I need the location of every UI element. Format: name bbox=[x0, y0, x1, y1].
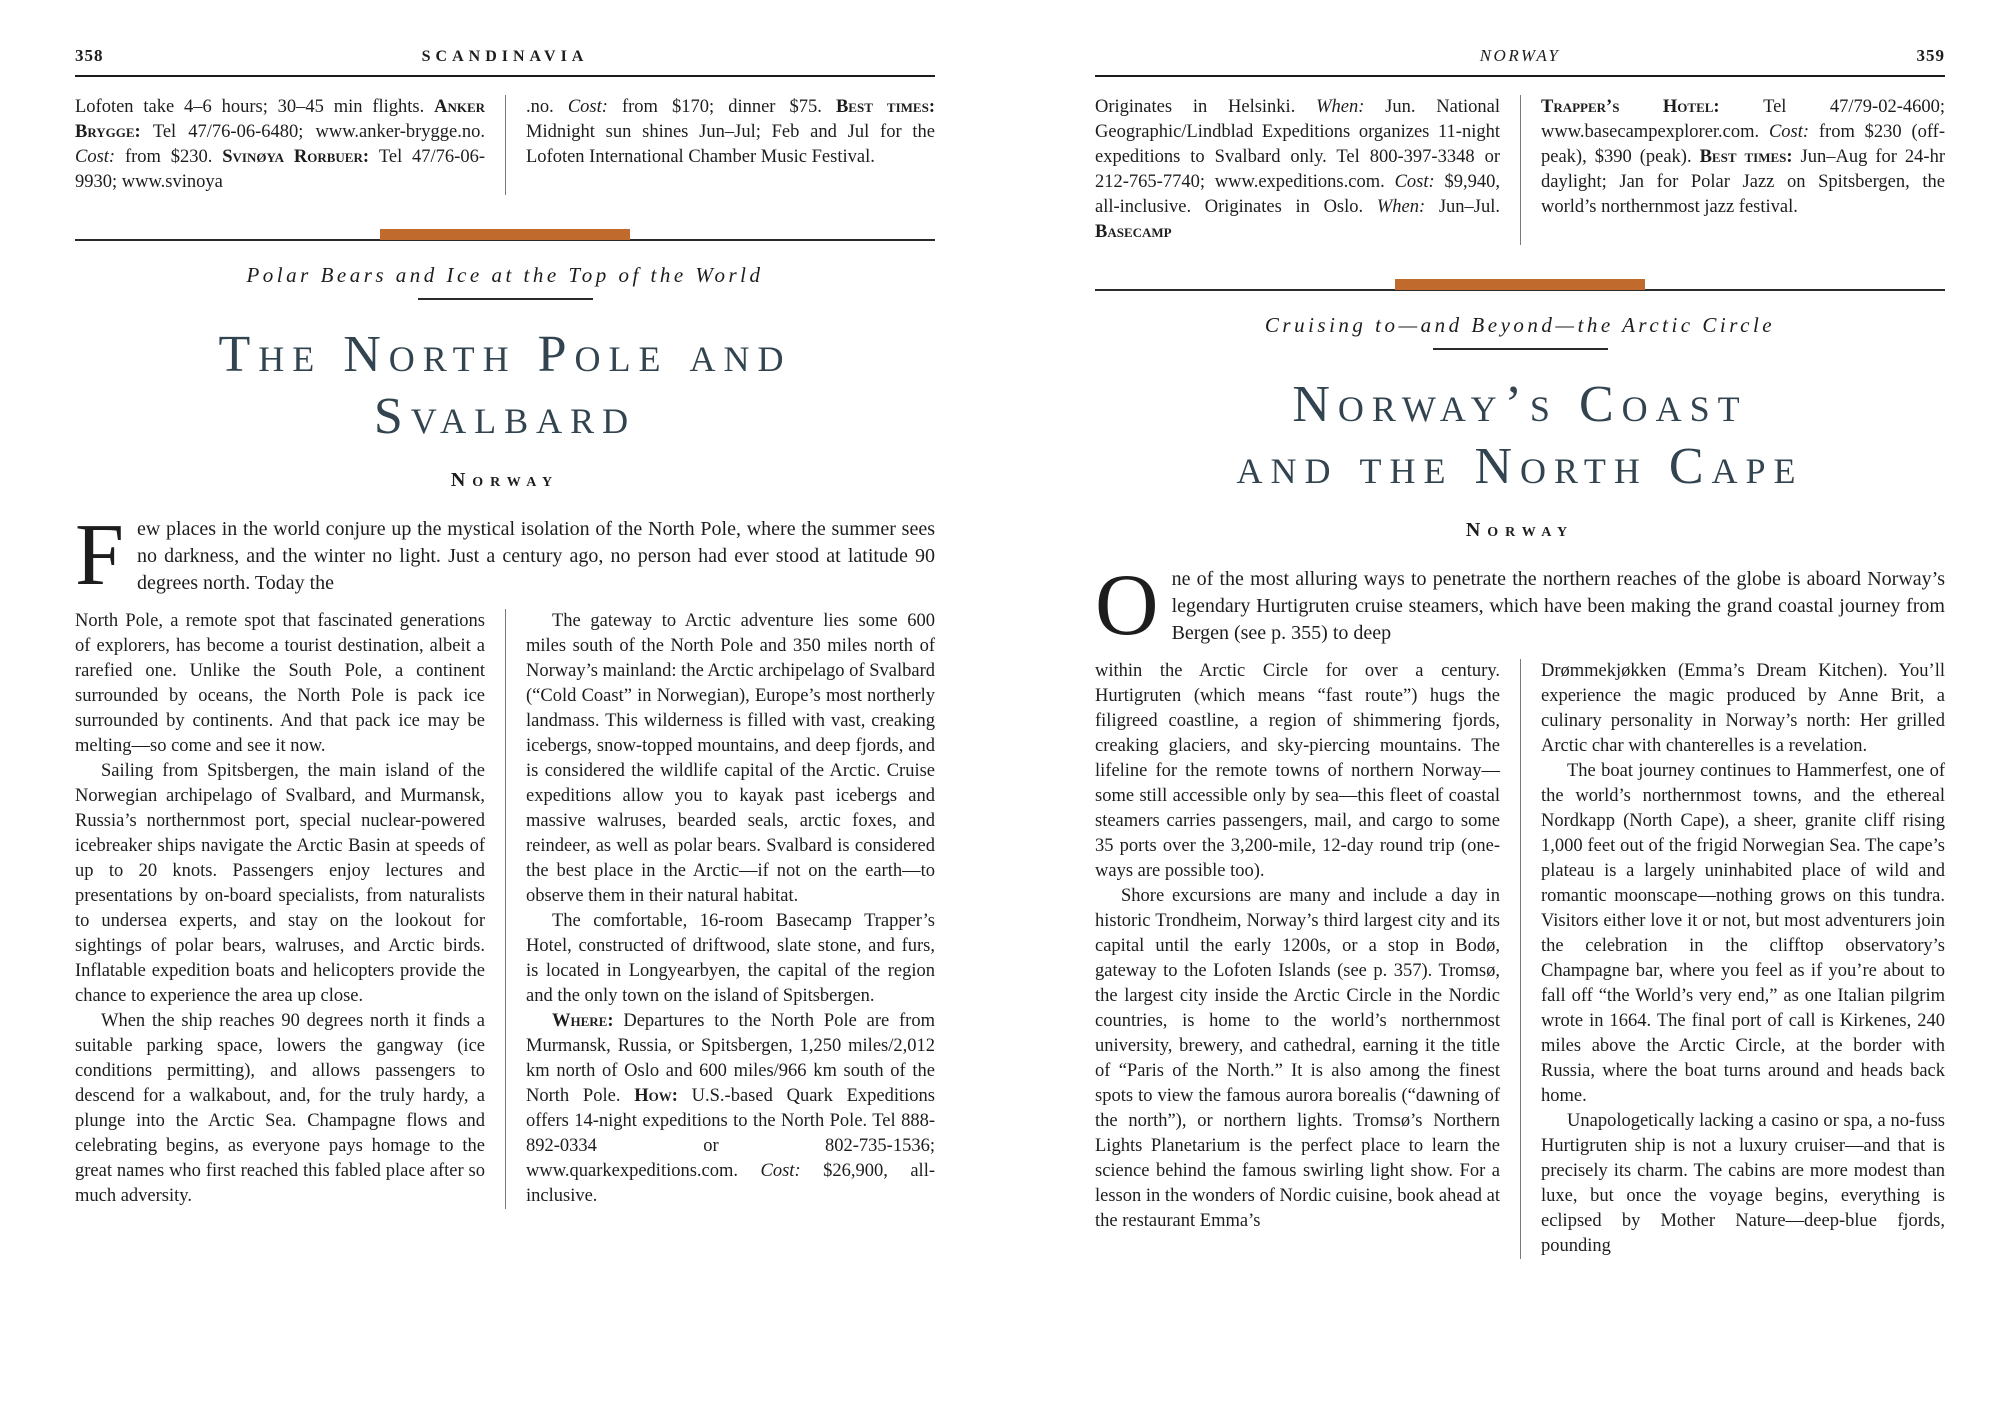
run-italic: Cost: bbox=[1394, 172, 1445, 192]
article-lede-right bbox=[1095, 566, 1945, 647]
paragraph bbox=[526, 1009, 935, 1209]
run-plain: Jun. National Geographic/Lindblad Expeditions organizes 11-night expeditions to Svalbard only. Tel 800-397-3348 or 212-765-7740; www.expeditions.com. bbox=[1095, 97, 1500, 192]
run-plain: Tel 47/79-02-4600; www.basecampexplorer.com. bbox=[1541, 97, 1945, 142]
running-head-right: NORWAY bbox=[1479, 46, 1561, 65]
paragraph bbox=[1095, 884, 1500, 1234]
run-italic: Cost: bbox=[1768, 122, 1819, 142]
run-plain: from $230 (off-peak), $390 (peak). bbox=[1541, 122, 1946, 167]
run-plain: Sailing from Spitsbergen, the main island of the Norwegian archipelago of Svalbard, and Murmansk, Russia’s northernmost port, special nuclear-powered icebreaker ships navigate the Arctic Basin at speeds of up to 20 knots. Passengers enjoy lectures and presentations by on-board specialists, from naturalists to undersea experts, and stay on the lookout for sightings of polar bears, walruses, and Arctic birds. Inflatable expedition boats and helicopters provide the chance to experience the area up close. bbox=[75, 760, 485, 1006]
run-plain: $9,940, all-inclusive. Originates in Oslo. bbox=[1095, 172, 1501, 217]
run-plain: .no. bbox=[526, 97, 568, 117]
run-plain: Tel 47/76-06-6480; www.anker-brygge.no. bbox=[152, 122, 485, 142]
run-bold-smallcaps: How: bbox=[634, 1085, 692, 1106]
article-title-right bbox=[1095, 374, 1945, 499]
run-plain: Lofoten take 4–6 hours; 30–45 min flights. bbox=[75, 97, 435, 117]
run-plain: $26,900, all-inclusive. bbox=[526, 1160, 936, 1206]
page-header-left bbox=[75, 46, 935, 77]
paragraph bbox=[1541, 659, 1945, 759]
continuation-col-2 bbox=[505, 95, 935, 195]
run-plain: The boat journey continues to Hammerfest, one of the world’s northernmost towns, and the ethereal Nordkapp (North Cape), a sheer, granite cliff rising 1,000 feet out of the frigid Norwegian Sea. The cape’s plateau is a largely uninhabited place of wild and romantic moonscape—nothing grows on this tundra. Visitors either love it or not, but most adventurers join the celebration in the clifftop observatory’s Champagne bar, where you feel as if you’re about to fall off “the World’s very end,” as one Italian pilgrim wrote in 1664. The final port of call is Kirkenes, 240 miles above the Arctic Circle, at the border with Russia, where the boat turns around and heads back home. bbox=[1541, 760, 1945, 1106]
continuation-section-right bbox=[1095, 95, 1945, 245]
article-kicker-left: Polar Bears and Ice at the Top of the World bbox=[246, 263, 764, 287]
page-header-right bbox=[1095, 46, 1945, 77]
run-plain: from $170; dinner $75. bbox=[621, 97, 836, 117]
run-plain: Shore excursions are many and include a day in historic Trondheim, Norway’s third largest city and its capital until the early 1200s, or a stop in Bodø, gateway to the Lofoten Islands (see p. 357). Tromsø, the largest city inside the Arctic Circle in the Nordic countries, is home to the world’s northernmost university, brewery, and cathedral, earning it the title of “Paris of the North.” It is also among the finest spots to view the famous aurora borealis (“dawning of the north”), or northern lights. Tromsø’s Northern Lights Planetarium is the perfect place to learn the science behind the famous swirling light show. For a lesson in the wonders of Nordic cuisine, book ahead at the restaurant Emma’s bbox=[1095, 885, 1500, 1231]
title-line-1: The North Pole and bbox=[218, 326, 792, 383]
run-italic: Cost: bbox=[567, 97, 622, 117]
run-plain: When the ship reaches 90 degrees north it finds a suitable parking space, lowers the gangway (ice conditions permitting), and allows passengers to descend for a walkabout, and, for the truly hardy, a plunge into the Arctic Sea. Champagne flows and celebrating begins, as everyone pays homage to the great names who first reached this fabled place after so much adversity. bbox=[75, 1010, 485, 1206]
run-bold-smallcaps: Basecamp bbox=[1095, 222, 1172, 242]
title-line-1: Norway’s Coast bbox=[1292, 376, 1748, 433]
page-number-right: 359 bbox=[1916, 46, 1945, 65]
paragraph bbox=[1541, 759, 1945, 1109]
kicker-underline-right bbox=[1433, 348, 1608, 350]
run-plain: Midnight sun shines Jun–Jul; Feb and Jul for the Lofoten International Chamber Music Festival. bbox=[526, 122, 935, 167]
run-plain: Tel 47/76-06-9930; www.svinoya bbox=[75, 147, 486, 192]
paragraph bbox=[1095, 659, 1500, 884]
continuation-section-left bbox=[75, 95, 935, 195]
run-bold-smallcaps: Where: bbox=[552, 1010, 624, 1031]
paragraph bbox=[75, 609, 485, 759]
run-plain: North Pole, a remote spot that fascinated generations of explorers, has become a tourist destination, albeit a rarefied one. Unlike the South Pole, a continent surrounded by oceans, the North Pole is pack ice surrounded by continents. And that pack ice may be melting—so come and see it now. bbox=[75, 610, 485, 756]
body-col-1-right bbox=[1095, 659, 1520, 1259]
paragraph bbox=[75, 1009, 485, 1209]
paragraph bbox=[526, 909, 935, 1009]
paragraph bbox=[526, 95, 935, 170]
run-plain: The gateway to Arctic adventure lies some 600 miles south of the North Pole and 350 miles north of Norway’s mainland: the Arctic archipelago of Svalbard (“Cold Coast” in Norwegian), Europe’s most northerly landmass. This wilderness is filled with vast, creaking icebergs, snow-topped mountains, and deep fjords, and is considered the wildlife capital of the Arctic. Cruise expeditions allow you to kayak past icebergs and massive walruses, bearded seals, arctic foxes, and reindeer, as well as polar bears. Svalbard is considered the best place in the Arctic—if not on the earth—to observe them in their natural habitat. bbox=[526, 610, 935, 906]
title-line-2: Svalbard bbox=[373, 388, 637, 446]
run-italic: Cost: bbox=[760, 1160, 824, 1181]
run-bold-smallcaps: Best times: bbox=[835, 97, 935, 117]
run-plain: U.S.-based Quark Expeditions offers 14-night expeditions to the North Pole. Tel 888-892-0334 or 802-735-1536; www.quarkexpeditions.com. bbox=[526, 1085, 935, 1181]
run-plain: The comfortable, 16-room Basecamp Trapper’s Hotel, constructed of driftwood, slate stone, and furs, is located in Longyearbyen, the capital of the region and the only town on the island of Spitsbergen. bbox=[526, 910, 935, 1006]
run-plain: within the Arctic Circle for over a century. Hurtigruten (which means “fast route”) hugs the filigreed coastline, a region of shimmering fjords, creaking glaciers, and sky-piercing mountains. The lifeline for the remote towns of northern Norway—some still accessible only by sea—this fleet of coastal steamers carries passengers, mail, and cargo to some 35 ports over the 3,200-mile, 12-day round trip (one-ways are possible too). bbox=[1095, 660, 1500, 881]
run-plain: Drømmekjøkken (Emma’s Dream Kitchen). You’ll experience the magic produced by Anne Brit, a culinary personality in Norway’s north: Her grilled Arctic char with chanterelles is a revelation. bbox=[1541, 660, 1945, 756]
article-region-right: Norway bbox=[1465, 518, 1575, 541]
continuation-col-2 bbox=[1520, 95, 1945, 245]
article-title-left bbox=[75, 324, 935, 449]
run-plain: Unapologetically lacking a casino or spa, a no-fuss Hurtigruten ship is not a luxury cruiser—and that is precisely its charm. The cabins are more modest than luxe, but once the voyage begins, everything is eclipsed by Mother Nature—deep-blue fjords, pounding bbox=[1541, 1110, 1945, 1256]
paragraph bbox=[75, 759, 485, 1009]
dropcap-right: O bbox=[1095, 565, 1159, 647]
article-region-left: Norway bbox=[450, 468, 560, 491]
divider-accent-bar bbox=[1395, 279, 1645, 290]
run-bold-smallcaps: Svinøya Rorbuer: bbox=[222, 147, 379, 167]
continuation-col-1 bbox=[1095, 95, 1520, 245]
divider-accent-bar bbox=[380, 229, 630, 240]
lede-text-left: ew places in the world conjure up the mystical isolation of the North Pole, where the summer sees no darkness, and the winter no light. Just a century ago, no person had ever stood at latitude 90 degrees north. Today the bbox=[136, 517, 935, 594]
run-plain: Originates in Helsinki. bbox=[1095, 97, 1317, 117]
article-body-right bbox=[1095, 659, 1945, 1259]
run-plain: from $230. bbox=[124, 147, 223, 167]
paragraph bbox=[75, 95, 485, 195]
run-bold-smallcaps: Anker Brygge: bbox=[75, 97, 485, 142]
section-divider-left bbox=[75, 229, 935, 241]
run-italic: Cost: bbox=[75, 147, 125, 167]
article-kicker-right: Cruising to—and Beyond—the Arctic Circle bbox=[1264, 313, 1776, 337]
paragraph bbox=[1541, 1109, 1945, 1259]
kicker-underline-left bbox=[418, 298, 593, 300]
lede-text-right: ne of the most alluring ways to penetrate the northern reaches of the globe is aboard Norway’s legendary Hurtigruten cruise steamers, which have been making the grand coastal journey from Bergen (see p. 355) to deep bbox=[1171, 567, 1945, 644]
dropcap-left: F bbox=[75, 515, 124, 597]
run-plain: Jun–Jul. bbox=[1438, 197, 1500, 217]
paragraph bbox=[526, 609, 935, 909]
title-line-2: and the North Cape bbox=[1236, 438, 1804, 496]
paragraph bbox=[1095, 95, 1500, 245]
run-bold-smallcaps: Best times: bbox=[1699, 147, 1801, 167]
run-plain: Jun–Aug for 24-hr daylight; Jan for Polar Jazz on Spitsbergen, the world’s northernmost jazz festival. bbox=[1541, 147, 1945, 217]
section-divider-right bbox=[1095, 279, 1945, 291]
article-lede-left bbox=[75, 516, 935, 597]
body-col-2-right bbox=[1520, 659, 1945, 1259]
run-italic: When: bbox=[1316, 97, 1386, 117]
body-col-2-left bbox=[505, 609, 935, 1209]
paragraph bbox=[1541, 95, 1945, 220]
article-body-left bbox=[75, 609, 935, 1209]
running-head-left: SCANDINAVIA bbox=[421, 48, 589, 65]
page-right bbox=[1000, 0, 2000, 1428]
run-italic: When: bbox=[1376, 197, 1439, 217]
page-number-left: 358 bbox=[75, 46, 104, 65]
body-col-1-left bbox=[75, 609, 505, 1209]
run-plain: Departures to the North Pole are from Murmansk, Russia, or Spitsbergen, 1,250 miles/2,012 km north of Oslo and 600 miles/966 km south of the North Pole. bbox=[526, 1010, 935, 1106]
run-bold-smallcaps: Trapper’s Hotel: bbox=[1541, 97, 1764, 117]
continuation-col-1 bbox=[75, 95, 505, 195]
